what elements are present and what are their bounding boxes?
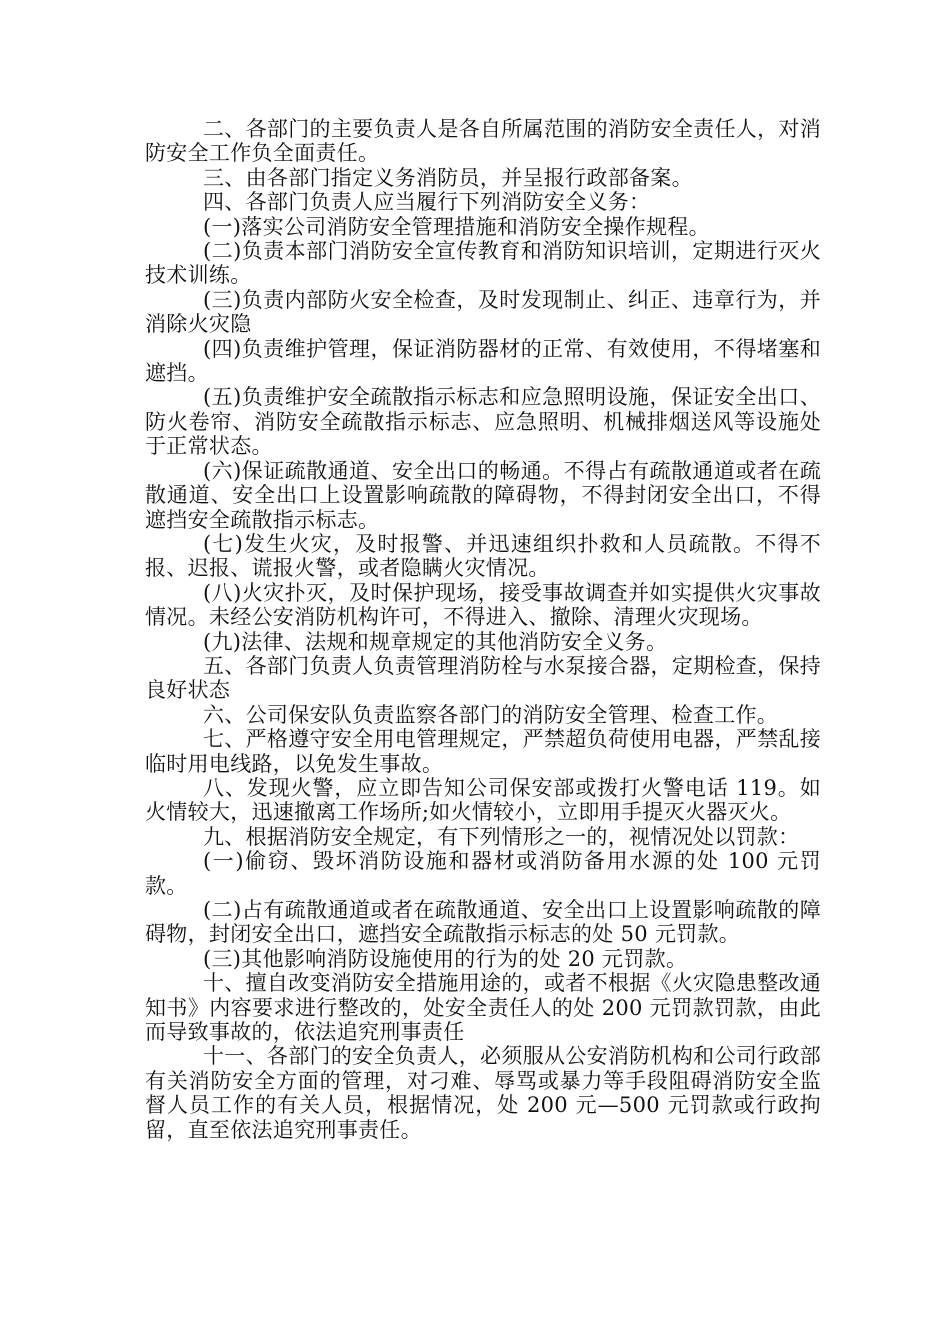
paragraph: 七、严格遵守安全用电管理规定，严禁超负荷使用电器，严禁乱接临时用电线路，以免发生事故。 <box>145 727 821 776</box>
paragraph: (九)法律、法规和规章规定的其他消防安全义务。 <box>203 629 668 654</box>
paragraph: (七)发生火灾，及时报警、并迅速组织扑救和人员疏散。不得不报、迟报、谎报火警，或者隐瞒火灾情况。 <box>145 531 821 581</box>
paragraph: 三、由各部门指定义务消防员，并呈报行政部备案。 <box>203 165 693 190</box>
paragraph: (八)火灾扑灭，及时保护现场，接受事故调查并如实提供火灾事故情况。未经公安消防机构许可，不得进入、撤除、清理火灾现场。 <box>145 580 821 630</box>
paragraph: (二)占有疏散通道或者在疏散通道、安全出口上设置影响疏散的障碍物，封闭安全出口，遮挡安全疏散指示标志的处 50 元罚款。 <box>145 898 821 947</box>
paragraph: 十一、各部门的安全负责人，必须服从公安消防机构和公司行政部有关消防安全方面的管理，对刁难、辱骂或暴力等手段阻碍消防安全监督人员工作的有关人员，根据情况，处 200 元—500 元罚款或行政拘留，直至依法追究刑事责任。 <box>145 1044 821 1142</box>
paragraph: (三)负责内部防火安全检查，及时发现制止、纠正、违章行为，并消除火灾隐 <box>145 287 821 337</box>
paragraph: 六、公司保安队负责监察各部门的消防安全管理、检查工作。 <box>203 702 779 727</box>
paragraph: 八、发现火警，应立即告知公司保安部或拨打火警电话 119。如火情较大，迅速撤离工作场所;如火情较小，立即用手提灭火器灭火。 <box>145 775 821 825</box>
paragraph: 四、各部门负责人应当履行下列消防安全义务： <box>203 190 651 215</box>
paragraph: 二、各部门的主要负责人是各自所属范围的消防安全责任人，对消防安全工作负全面责任。 <box>145 117 821 166</box>
paragraph: 五、各部门负责人负责管理消防栓与水泵接合器，定期检查，保持良好状态 <box>145 653 821 703</box>
paragraph: (三)其他影响消防设施使用的行为的处 20 元罚款。 <box>203 946 688 971</box>
paragraph: 九、根据消防安全规定，有下列情形之一的，视情况处以罚款： <box>203 824 800 849</box>
paragraph: (二)负责本部门消防安全宣传教育和消防知识培训，定期进行灭火技术训练。 <box>145 239 821 288</box>
paragraph: (五)负责维护安全疏散指示标志和应急照明设施，保证安全出口、防火卷帘、消防安全疏散指示标志、应急照明、机械排烟送风等设施处于正常状态。 <box>145 385 821 459</box>
paragraph: 十、擅自改变消防安全措施用途的，或者不根据《火灾隐患整改通知书》内容要求进行整改的，处安全责任人的处 200 元罚款罚款，由此而导致事故的，依法追究刑事责任 <box>145 971 821 1045</box>
paragraph: (一)偷窃、毁坏消防设施和器材或消防备用水源的处 100 元罚款。 <box>145 849 821 898</box>
document-body <box>145 117 821 1142</box>
paragraph: (四)负责维护管理，保证消防器材的正常、有效使用，不得堵塞和遮挡。 <box>145 336 821 386</box>
paragraph: (一)落实公司消防安全管理措施和消防安全操作规程。 <box>203 214 710 239</box>
paragraph: (六)保证疏散通道、安全出口的畅通。不得占有疏散通道或者在疏散通道、安全出口上设置影响疏散的障碍物，不得封闭安全出口，不得遮挡安全疏散指示标志。 <box>145 458 821 532</box>
